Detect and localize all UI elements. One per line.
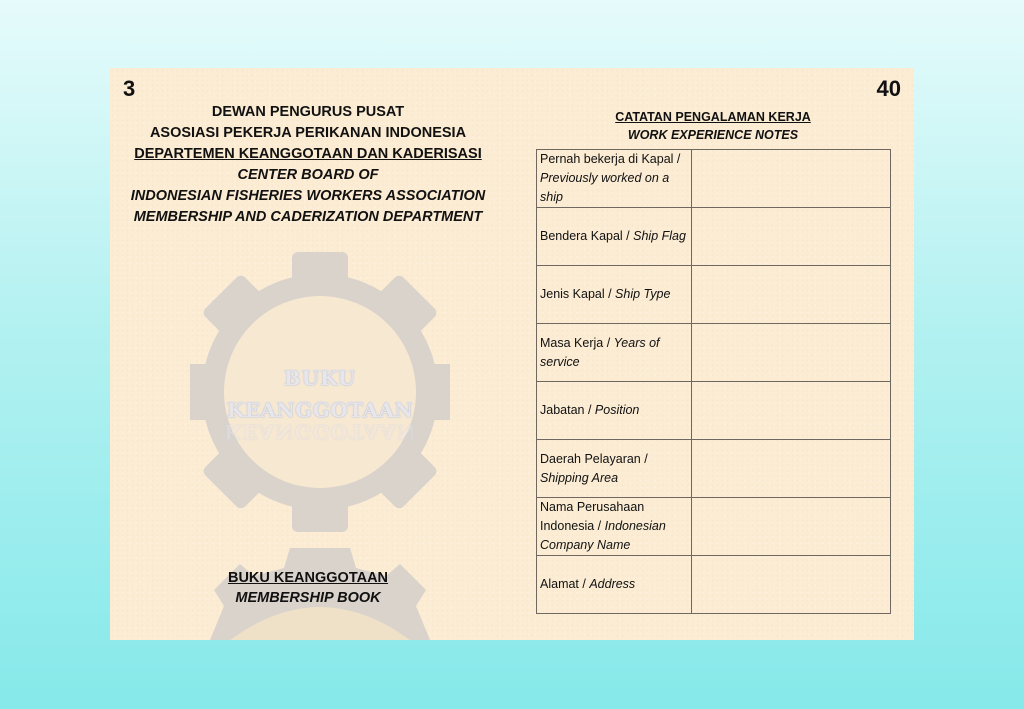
- row-label: Nama Perusahaan Indonesia / Indonesian Company Name: [537, 498, 692, 556]
- row-label: Masa Kerja / Years of service: [537, 324, 692, 382]
- book-title-id: BUKU KEANGGOTAAN: [227, 570, 389, 586]
- heading-en: WORK EXPERIENCE NOTES: [627, 128, 799, 142]
- header-line-3: DEPARTEMEN KEANGGOTAAN DAN KADERISASI: [134, 146, 482, 162]
- table-row: [537, 208, 891, 266]
- row-label: Jenis Kapal / Ship Type: [537, 266, 692, 324]
- book-title-en: MEMBERSHIP BOOK: [235, 590, 381, 606]
- page-number-right: 40: [876, 76, 901, 101]
- header-line-1: DEWAN PENGURUS PUSAT: [211, 104, 405, 120]
- row-value-field[interactable]: [692, 150, 891, 208]
- row-label: Bendera Kapal / Ship Flag: [537, 208, 692, 266]
- gear-icon: [190, 252, 450, 532]
- row-value-field[interactable]: [692, 266, 891, 324]
- row-label: Alamat / Address: [537, 556, 692, 614]
- table-row: [537, 556, 891, 614]
- emblem-text-reflection: KEANGGOTAAN: [223, 420, 417, 444]
- book-title: [110, 568, 506, 608]
- row-value-field[interactable]: [692, 556, 891, 614]
- table-row: [537, 440, 891, 498]
- work-experience-table: [536, 149, 891, 614]
- left-page: [110, 68, 512, 640]
- membership-book-spread: [110, 68, 914, 640]
- table-row: [537, 266, 891, 324]
- row-label: Daerah Pelayaran / Shipping Area: [537, 440, 692, 498]
- row-value-field[interactable]: [692, 382, 891, 440]
- header-line-2: ASOSIASI PEKERJA PERIKANAN INDONESIA: [149, 125, 467, 141]
- header-line-4: CENTER BOARD OF: [237, 167, 379, 183]
- row-value-field[interactable]: [692, 498, 891, 556]
- table-row: [537, 382, 891, 440]
- row-value-field[interactable]: [692, 208, 891, 266]
- work-experience-heading: [512, 108, 914, 144]
- table-row: [537, 324, 891, 382]
- heading-id: CATATAN PENGALAMAN KERJA: [615, 110, 811, 124]
- header-line-5: INDONESIAN FISHERIES WORKERS ASSOCIATION: [130, 188, 486, 204]
- row-value-field[interactable]: [692, 324, 891, 382]
- table-row: [537, 150, 891, 208]
- row-value-field[interactable]: [692, 440, 891, 498]
- row-label: Jabatan / Position: [537, 382, 692, 440]
- emblem-text-line-2: KEANGGOTAAN: [226, 398, 414, 422]
- header-line-6: MEMBERSHIP AND CADERIZATION DEPARTMENT: [133, 209, 483, 225]
- right-page: [512, 68, 914, 640]
- page-number-left: 3: [123, 76, 136, 101]
- organization-header: [110, 102, 506, 228]
- table-row: [537, 498, 891, 556]
- row-label: Pernah bekerja di Kapal / Previously worked on a ship: [537, 150, 692, 208]
- emblem-text-line-1: BUKU: [283, 366, 357, 390]
